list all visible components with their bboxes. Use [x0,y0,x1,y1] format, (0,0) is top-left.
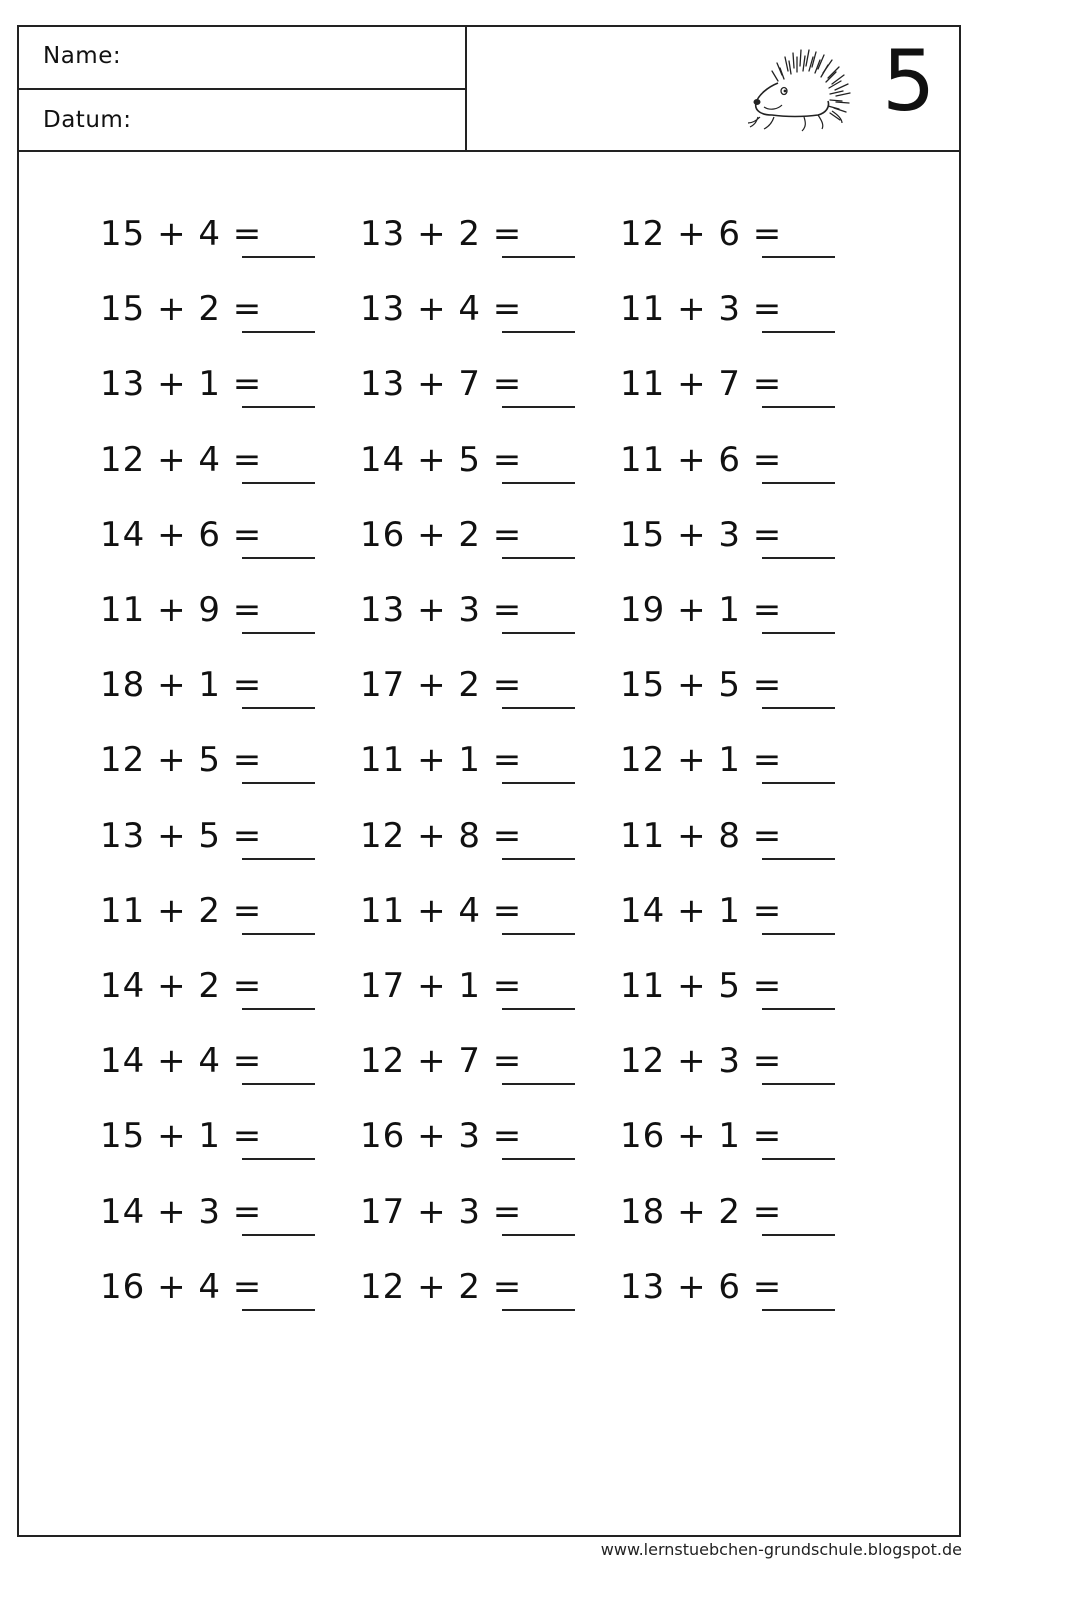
exercise-item [100,1186,340,1236]
answer-blank[interactable] [502,1309,575,1311]
exercise-equation: 16 + 1 = [620,1116,783,1157]
answer-blank[interactable] [502,557,575,559]
exercise-equation: 18 + 1 = [100,665,263,706]
exercise-equation: 14 + 1 = [620,890,783,931]
exercise-equation: 12 + 1 = [620,740,783,781]
exercise-equation: 11 + 9 = [100,590,263,630]
student-info-box [19,27,467,150]
exercise-item [100,584,340,634]
answer-blank[interactable] [242,1309,315,1311]
exercise-item [360,1110,600,1160]
exercise-item [360,283,600,333]
exercise-equation: 12 + 3 = [620,1041,783,1082]
worksheet-header [19,27,959,152]
answer-blank[interactable] [242,1008,315,1010]
exercise-item [100,434,340,484]
exercise-equation: 13 + 7 = [360,364,523,405]
exercise-item [620,1261,860,1311]
exercise-item [100,734,340,784]
exercise-equation: 11 + 3 = [620,289,783,330]
exercise-equation: 12 + 7 = [360,1041,523,1082]
exercise-equation: 13 + 2 = [360,214,523,254]
exercise-item [620,1186,860,1236]
exercise-item [100,208,340,258]
name-label: Name: [43,43,122,69]
answer-blank[interactable] [762,858,835,860]
exercise-equation: 16 + 3 = [360,1116,523,1157]
exercise-item [620,960,860,1010]
answer-blank[interactable] [762,557,835,559]
exercise-equation: 11 + 1 = [360,740,523,781]
exercise-item [360,810,600,860]
answer-blank[interactable] [242,1234,315,1236]
exercise-equation: 12 + 6 = [620,214,783,254]
answer-blank[interactable] [242,858,315,860]
answer-blank[interactable] [502,1234,575,1236]
exercise-item [360,734,600,784]
exercise-equation: 11 + 8 = [620,815,783,856]
answer-blank[interactable] [502,632,575,634]
answer-blank[interactable] [242,331,315,333]
exercise-equation: 13 + 5 = [100,815,263,856]
answer-blank[interactable] [502,256,575,258]
answer-blank[interactable] [762,1309,835,1311]
exercise-equation: 18 + 2 = [620,1191,783,1232]
exercise-item [620,509,860,559]
exercise-equation: 12 + 2 = [360,1266,523,1307]
exercise-item [360,885,600,935]
answer-blank[interactable] [242,406,315,408]
exercise-item [620,584,860,634]
footer-url: www.lernstuebchen-grundschule.blogspot.de [600,1540,962,1559]
exercise-item [360,960,600,1010]
answer-blank[interactable] [242,256,315,258]
answer-blank[interactable] [242,557,315,559]
exercise-equation: 15 + 3 = [620,514,783,555]
exercise-equation: 14 + 3 = [100,1191,263,1232]
answer-blank[interactable] [762,1083,835,1085]
exercise-item [100,659,340,709]
exercise-equation: 13 + 4 = [360,289,523,330]
exercise-item [100,960,340,1010]
answer-blank[interactable] [762,1234,835,1236]
answer-blank[interactable] [762,406,835,408]
answer-blank[interactable] [762,1158,835,1160]
exercise-equation: 13 + 6 = [620,1266,783,1307]
exercise-item [100,283,340,333]
exercise-equation: 11 + 4 = [360,890,523,931]
answer-blank[interactable] [502,406,575,408]
exercise-item [620,283,860,333]
answer-blank[interactable] [502,331,575,333]
answer-blank[interactable] [762,256,835,258]
exercise-equation: 14 + 4 = [100,1041,263,1082]
exercise-equation: 11 + 7 = [620,364,783,405]
answer-blank[interactable] [242,482,315,484]
exercise-item [360,584,600,634]
exercise-item [100,358,340,408]
exercise-equation: 17 + 2 = [360,665,523,706]
exercise-equation: 11 + 2 = [100,890,263,931]
answer-blank[interactable] [762,632,835,634]
answer-blank[interactable] [242,1083,315,1085]
answer-blank[interactable] [242,782,315,784]
exercise-item [620,1110,860,1160]
exercise-item [620,810,860,860]
exercise-equation: 14 + 5 = [360,439,523,480]
exercise-item [620,358,860,408]
answer-blank[interactable] [762,707,835,709]
answer-blank[interactable] [762,782,835,784]
exercise-item [360,434,600,484]
exercise-equation: 17 + 1 = [360,966,523,1006]
exercise-item [360,1035,600,1085]
exercise-equation: 16 + 4 = [100,1266,263,1307]
exercise-equation: 14 + 6 = [100,514,263,555]
answer-blank[interactable] [242,933,315,935]
exercise-item [100,810,340,860]
answer-blank[interactable] [242,707,315,709]
exercise-item [360,1261,600,1311]
exercise-equation: 13 + 3 = [360,590,523,630]
exercise-item [360,208,600,258]
answer-blank[interactable] [762,933,835,935]
exercise-item [100,1110,340,1160]
exercise-equation: 12 + 5 = [100,740,263,781]
exercise-item [360,1186,600,1236]
exercise-item [100,885,340,935]
answer-blank[interactable] [502,858,575,860]
date-label: Datum: [43,107,132,133]
hedgehog-icon [744,41,864,133]
date-field[interactable] [19,88,465,149]
exercise-equation: 12 + 4 = [100,439,263,480]
exercise-item [620,659,860,709]
exercise-equation: 15 + 5 = [620,665,783,706]
answer-blank[interactable] [502,1008,575,1010]
exercise-equation: 17 + 3 = [360,1191,523,1232]
exercise-item [620,434,860,484]
sheet-number: 5 [882,32,936,130]
exercise-item [620,734,860,784]
exercise-equation: 11 + 5 = [620,966,783,1006]
exercise-equation: 14 + 2 = [100,966,263,1006]
answer-blank[interactable] [242,1158,315,1160]
answer-blank[interactable] [502,707,575,709]
answer-blank[interactable] [762,482,835,484]
exercise-equation: 12 + 8 = [360,815,523,856]
exercise-equation: 11 + 6 = [620,439,783,480]
exercise-item [360,659,600,709]
exercise-equation: 15 + 4 = [100,214,263,254]
exercise-item [360,358,600,408]
exercise-equation: 16 + 2 = [360,514,523,555]
answer-blank[interactable] [762,1008,835,1010]
exercise-item [620,885,860,935]
exercise-equation: 19 + 1 = [620,590,783,630]
exercise-item [100,1261,340,1311]
exercise-equation: 13 + 1 = [100,364,263,405]
name-field[interactable] [19,27,465,90]
exercise-item [100,509,340,559]
exercise-item [100,1035,340,1085]
exercise-item [620,1035,860,1085]
answer-blank[interactable] [242,632,315,634]
exercise-item [360,509,600,559]
answer-blank[interactable] [502,1083,575,1085]
exercise-equation: 15 + 1 = [100,1116,263,1157]
answer-blank[interactable] [762,331,835,333]
exercise-item [620,208,860,258]
answer-blank[interactable] [502,1158,575,1160]
answer-blank[interactable] [502,933,575,935]
exercise-equation: 15 + 2 = [100,289,263,330]
answer-blank[interactable] [502,782,575,784]
answer-blank[interactable] [502,482,575,484]
